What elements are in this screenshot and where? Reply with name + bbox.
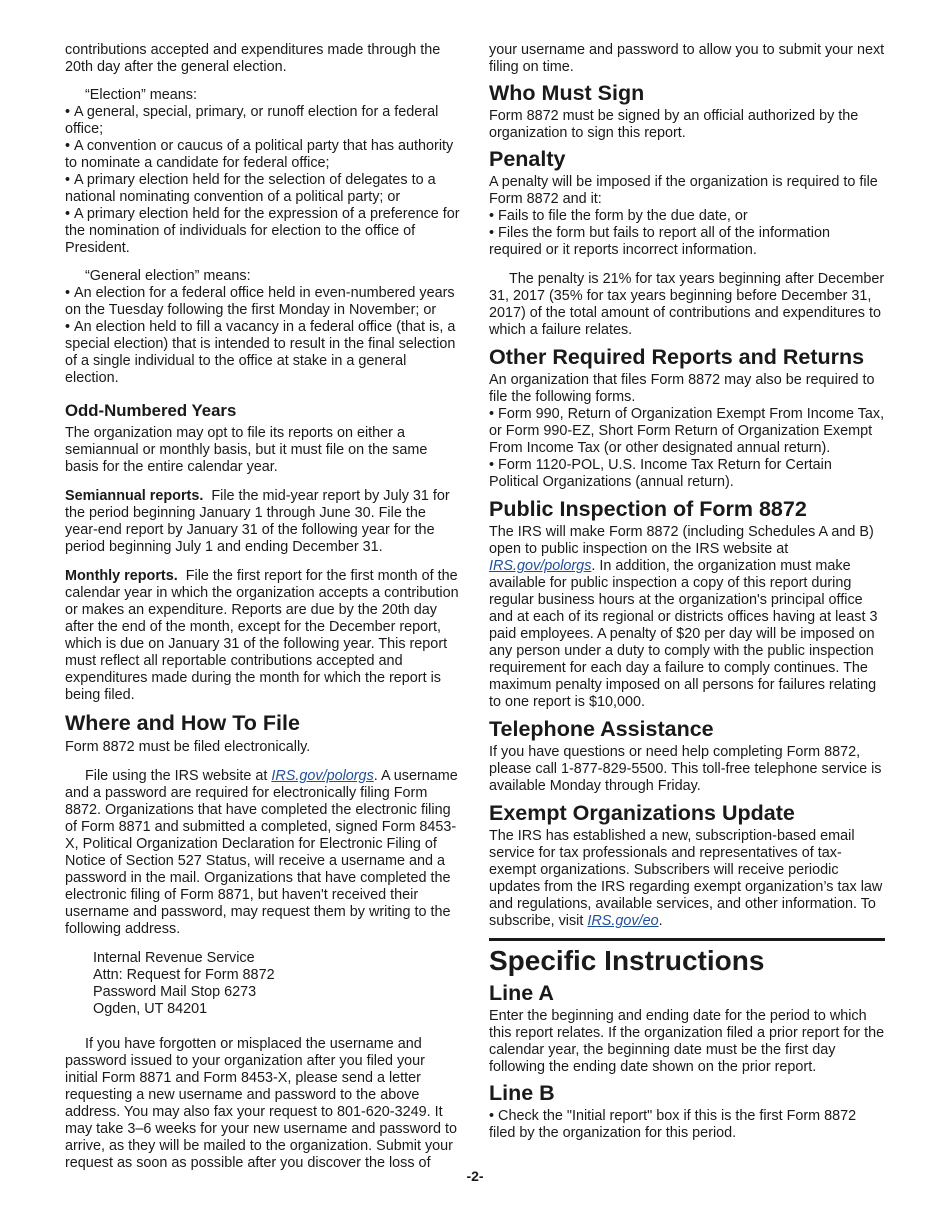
paragraph-semiannual	[65, 488, 461, 556]
paragraph-eo	[489, 828, 885, 930]
heading-exempt-organizations-update: Exempt Organizations Update	[489, 801, 795, 825]
paragraph-sign: Form 8872 must be signed by an official authorized by the organization to sign this report.	[489, 108, 859, 141]
list-item: • A convention or caucus of a political party that has authority to nominate a candidate for federal office;	[65, 138, 461, 172]
general-election-means: “General election” means:	[85, 268, 251, 284]
address-line: Attn: Request for Form 8872	[93, 967, 275, 983]
paragraph-odd: The organization may opt to file its reports on either a semiannual or monthly basis, but it must file on the same basis for the entire calendar year.	[65, 425, 428, 475]
paragraph-public	[489, 524, 885, 711]
list-item: • Files the form but fails to report all of the information required or it reports incorrect information.	[489, 225, 885, 259]
public-text-a: The IRS will make Form 8872 (including Schedules A and B) open to public inspection on the IRS website at	[489, 524, 874, 557]
election-means: “Election” means:	[85, 87, 197, 103]
paragraph-intro: contributions accepted and expenditures made through the 20th day after the general election.	[65, 42, 441, 75]
paragraph-continued: your username and password to allow you to submit your next filing on time.	[489, 42, 885, 75]
irs-polorgs-link[interactable]: IRS.gov/polorgs	[489, 558, 592, 574]
section-divider	[489, 938, 885, 941]
right-column	[489, 42, 885, 1142]
monthly-label: Monthly reports.	[65, 568, 178, 584]
list-item: • A primary election held for the expression of a preference for the nomination of individuals for election to the office of President.	[65, 206, 461, 257]
where-2-text-b: . A username and a password are required for electronically filing Form 8872. Organizations that have completed the electronic filing of Form 8871 and submitted a completed, signed Form 8453-X, Political Organization Declaration for Electronic Filing of Notice of Section 527 Status, will receive a username and a password in the mail. Organizations that have completed the electronic filing of Form 8871, but haven't received their username and password, may request them by writing to the following address.	[65, 768, 458, 937]
eo-text-a: The IRS has established a new, subscription-based email service for tax professionals and representatives of tax-exempt organizations. Subscribers will receive periodic updates from the IRS regarding exempt organization’s tax law and regulations, available services, and other information. To subscribe, visit	[489, 828, 883, 929]
heading-penalty: Penalty	[489, 147, 566, 171]
irs-polorgs-link[interactable]: IRS.gov/polorgs	[271, 768, 374, 784]
eo-text-b: .	[658, 913, 663, 929]
list-item: • Form 990, Return of Organization Exempt From Income Tax, or Form 990-EZ, Short Form Return of Organization Exempt From Income Tax (or other designated annual return).	[489, 406, 885, 457]
address-line: Internal Revenue Service	[93, 950, 255, 966]
paragraph-forgot: If you have forgotten or misplaced the username and password issued to your organization after you filed your initial Form 8871 and Form 8453-X, please send a letter requesting a new username and password to the above address. You may also fax your request to 801-620-3249. It may take 3–6 weeks for your new username and password to arrive, as they will be mailed to the organization. Submit your request as soon as possible after you discover the loss of	[65, 1036, 457, 1171]
address-line: Ogden, UT 84201	[93, 1001, 208, 1017]
heading-specific-instructions: Specific Instructions	[489, 945, 765, 976]
heading-who-must-sign: Who Must Sign	[489, 81, 645, 105]
where-2-text-a: File using the IRS website at	[85, 768, 272, 784]
list-item: • Fails to file the form by the due date, or	[489, 208, 885, 225]
paragraph-monthly	[65, 568, 461, 704]
paragraph-where-1: Form 8872 must be filed electronically.	[65, 739, 311, 755]
monthly-text: File the first report for the first month of the calendar year in which the organization accepts a contribution or makes an expenditure. Reports are due by the 20th day after the end of the month, except for the December report, which is due on January 31 of the following year. This report must reflect all reportable contributions accepted and expenditures made during the month for which the report is being filed.	[65, 568, 459, 703]
left-column	[65, 42, 461, 1172]
page-number: -2-	[466, 1168, 484, 1184]
heading-odd-numbered-years: Odd-Numbered Years	[65, 401, 237, 420]
list-item: • An election held to fill a vacancy in a federal office (that is, a special election) that is intended to result in the final selection of a single individual to the office at stake in a general election.	[65, 319, 461, 387]
heading-telephone-assistance: Telephone Assistance	[489, 717, 714, 741]
list-item: • A general, special, primary, or runoff election for a federal office;	[65, 104, 461, 138]
semiannual-label: Semiannual reports.	[65, 488, 204, 504]
list-item: • Form 1120-POL, U.S. Income Tax Return for Certain Political Organizations (annual return).	[489, 457, 885, 491]
semiannual-text: File the mid-year report by July 31 for the period beginning January 1 through June 30. File the year-end report by January 31 of the following year for the period beginning July 1 and ending December 31.	[65, 488, 450, 555]
heading-public-inspection: Public Inspection of Form 8872	[489, 497, 807, 521]
paragraph-penalty: A penalty will be imposed if the organization is required to file Form 8872 and it:	[489, 174, 878, 207]
irs-eo-link[interactable]: IRS.gov/eo	[587, 913, 659, 929]
heading-line-b: Line B	[489, 1081, 555, 1105]
address-line: Password Mail Stop 6273	[93, 984, 257, 1000]
heading-other-required-reports: Other Required Reports and Returns	[489, 345, 865, 369]
paragraph-penalty-2: The penalty is 21% for tax years beginning after December 31, 2017 (35% for tax years beginning before December 31, 2017) of the total amount of contributions and expenditures to which a failure relates.	[489, 271, 885, 338]
paragraph-where-2	[65, 768, 461, 938]
list-item: • Check the "Initial report" box if this is the first Form 8872 filed by the organization for this period.	[489, 1108, 885, 1142]
paragraph-phone: If you have questions or need help completing Form 8872, please call 1-877-829-5500. This toll-free telephone service is available Monday through Friday.	[489, 744, 882, 794]
list-item: • A primary election held for the selection of delegates to a national nominating convention of a political party; or	[65, 172, 461, 206]
heading-where-and-how-to-file: Where and How To File	[65, 711, 300, 735]
paragraph-other: An organization that files Form 8872 may also be required to file the following forms.	[489, 372, 875, 405]
list-item: • An election for a federal office held in even-numbered years on the Tuesday following the first Monday in November; or	[65, 285, 461, 319]
heading-line-a: Line A	[489, 981, 554, 1005]
public-text-b: . In addition, the organization must make available for public inspection a copy of this report during regular business hours at the organization's principal office and at each of its regional or districts offices having at least 3 paid employees. A penalty of $20 per day will be imposed on any person under a duty to comply with the public inspection requirement for each day a failure to comply continues. The maximum penalty imposed on all persons for failures relating to one report is $10,000.	[489, 558, 878, 710]
paragraph-line-a: Enter the beginning and ending date for the period to which this report relates. If the organization filed a prior report for the calendar year, the beginning date must be the first day following the ending date shown on the prior report.	[489, 1008, 885, 1075]
mailing-address	[65, 950, 461, 1018]
